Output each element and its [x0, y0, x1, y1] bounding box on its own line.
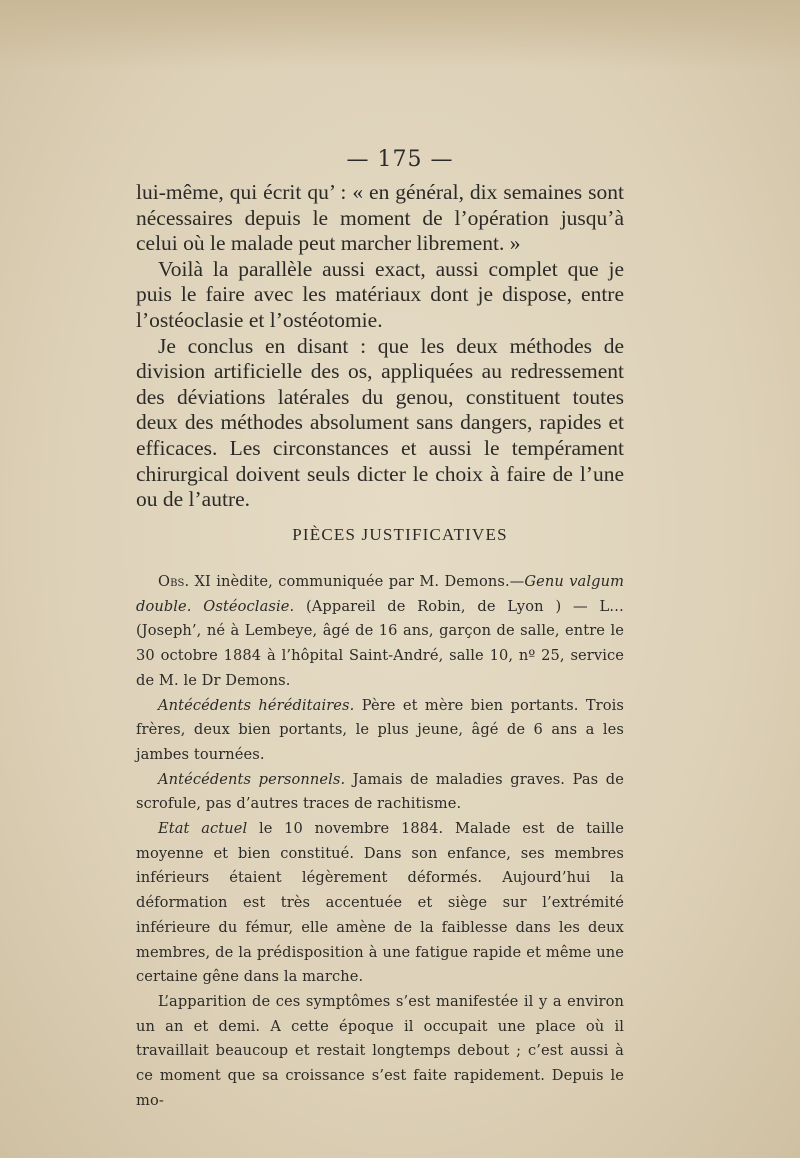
paragraph-parallele: Voilà la parallèle aussi exact, aussi complet que je puis le faire avec les matériaux dont je dispose, entre l’ostéoclasie et l’ostéotomie. — [136, 256, 624, 332]
section-text: le 10 novembre 1884. Malade est de taille moyenne et bien constitué. Dans son enfance, ses membres inférieurs étaient légèrement déformés. Aujourd’hui la déformation est très accentuée et siège sur l’extrémité inférieure du fémur, elle amène de la faiblesse dans les deux membres, de la prédisposition à une fatigue rapide et même une certaine gêne dans la marche. — [136, 820, 624, 986]
paragraph-etat-actuel — [136, 817, 624, 990]
section-heading: PIÈCES JUSTIFICATIVES — [292, 525, 508, 544]
obs-rest: (Appareil de Robin, de Lyon ) — L… (Joseph’, né à Lembeye, âgé de 16 ans, garçon de salle, entre le 30 octobre 1884 à l’hôpital Saint-André, salle 10, nº 25, service de M. le Dr Demons. — [136, 597, 624, 689]
section-text: L’apparition de ces symptômes s’est manifestée il y a environ un an et demi. A cette époque il occupait une place où il travaillait beaucoup et restait longtemps debout ; c’est aussi à ce moment que sa croissance s’est faite rapidement. Depuis le mo- — [136, 992, 624, 1109]
paragraph-antecedents-hereditaires — [136, 694, 624, 768]
page-number: — 175 — — [346, 147, 454, 172]
section-label: Antécédents personnels. — [158, 770, 346, 788]
paragraph-antecedents-personnels — [136, 768, 624, 817]
paragraph-apparition — [136, 990, 624, 1114]
section-label: Antécédents héréditaires. — [158, 696, 355, 714]
top-text-block — [136, 180, 624, 513]
section-label: Etat actuel — [158, 820, 248, 838]
paragraph-conclusion: Je conclus en disant : que les deux méthodes de division artificielle des os, appliquées au redressement des déviations latérales du genou, constituent toutes deux des méthodes absolument sans dangers, rapides et efficaces. Les circonstances et aussi le tempérament chirurgical doivent seuls dicter le choix à faire de l’une ou de l’autre. — [136, 333, 624, 512]
observation-block — [136, 570, 624, 1113]
obs-label: Obs. — [158, 573, 190, 590]
page-top-shadow — [0, 0, 800, 70]
section-text: Père et mère bien portants. Trois frères, deux bien portants, le plus jeune, âgé de 6 ans a les jambes tournées. — [136, 696, 624, 763]
paragraph-continuation: lui-même, qui écrit qu’ : « en général, dix semaines sont nécessaires depuis le moment de l’opération jusqu’à celui où le malade peut marcher librement. » — [136, 180, 624, 256]
section-text: Jamais de maladies graves. Pas de scrofule, pas d’autres traces de rachitisme. — [136, 770, 624, 813]
obs-title: Genu valgum double. Ostéoclasie. — [136, 573, 625, 615]
observation-intro — [136, 570, 624, 694]
obs-intro-text: XI inèdite, communiquée par M. Demons.— — [189, 573, 525, 590]
